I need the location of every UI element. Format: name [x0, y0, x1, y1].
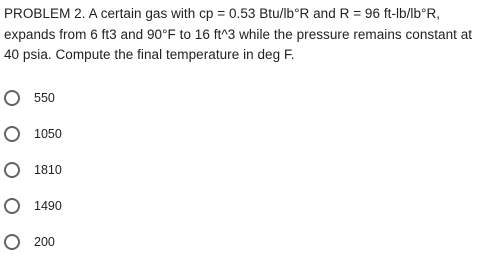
option-200[interactable]: [2, 231, 302, 253]
radio-button-icon[interactable]: [4, 126, 20, 142]
option-label: 1490: [34, 199, 62, 213]
radio-button-icon[interactable]: [4, 198, 20, 214]
option-550[interactable]: [2, 87, 302, 109]
option-1490[interactable]: [2, 195, 302, 217]
radio-button-icon[interactable]: [4, 234, 20, 250]
question-text: PROBLEM 2. A certain gas with cp = 0.53 Btu/lb°R and R = 96 ft-lb/lb°R, expands from 6 ft3 and 90°F to 16 ft^3 while the pressure remains constant at 40 psia. Compute the final temperature in deg F.: [4, 6, 473, 62]
radio-button-icon[interactable]: [4, 162, 20, 178]
option-1050[interactable]: [2, 123, 302, 145]
radio-button-icon[interactable]: [4, 90, 20, 106]
option-label: 1810: [34, 163, 62, 177]
option-label: 1050: [34, 127, 62, 141]
option-label: 200: [34, 235, 55, 249]
option-label: 550: [34, 91, 55, 105]
option-1810[interactable]: [2, 159, 302, 181]
